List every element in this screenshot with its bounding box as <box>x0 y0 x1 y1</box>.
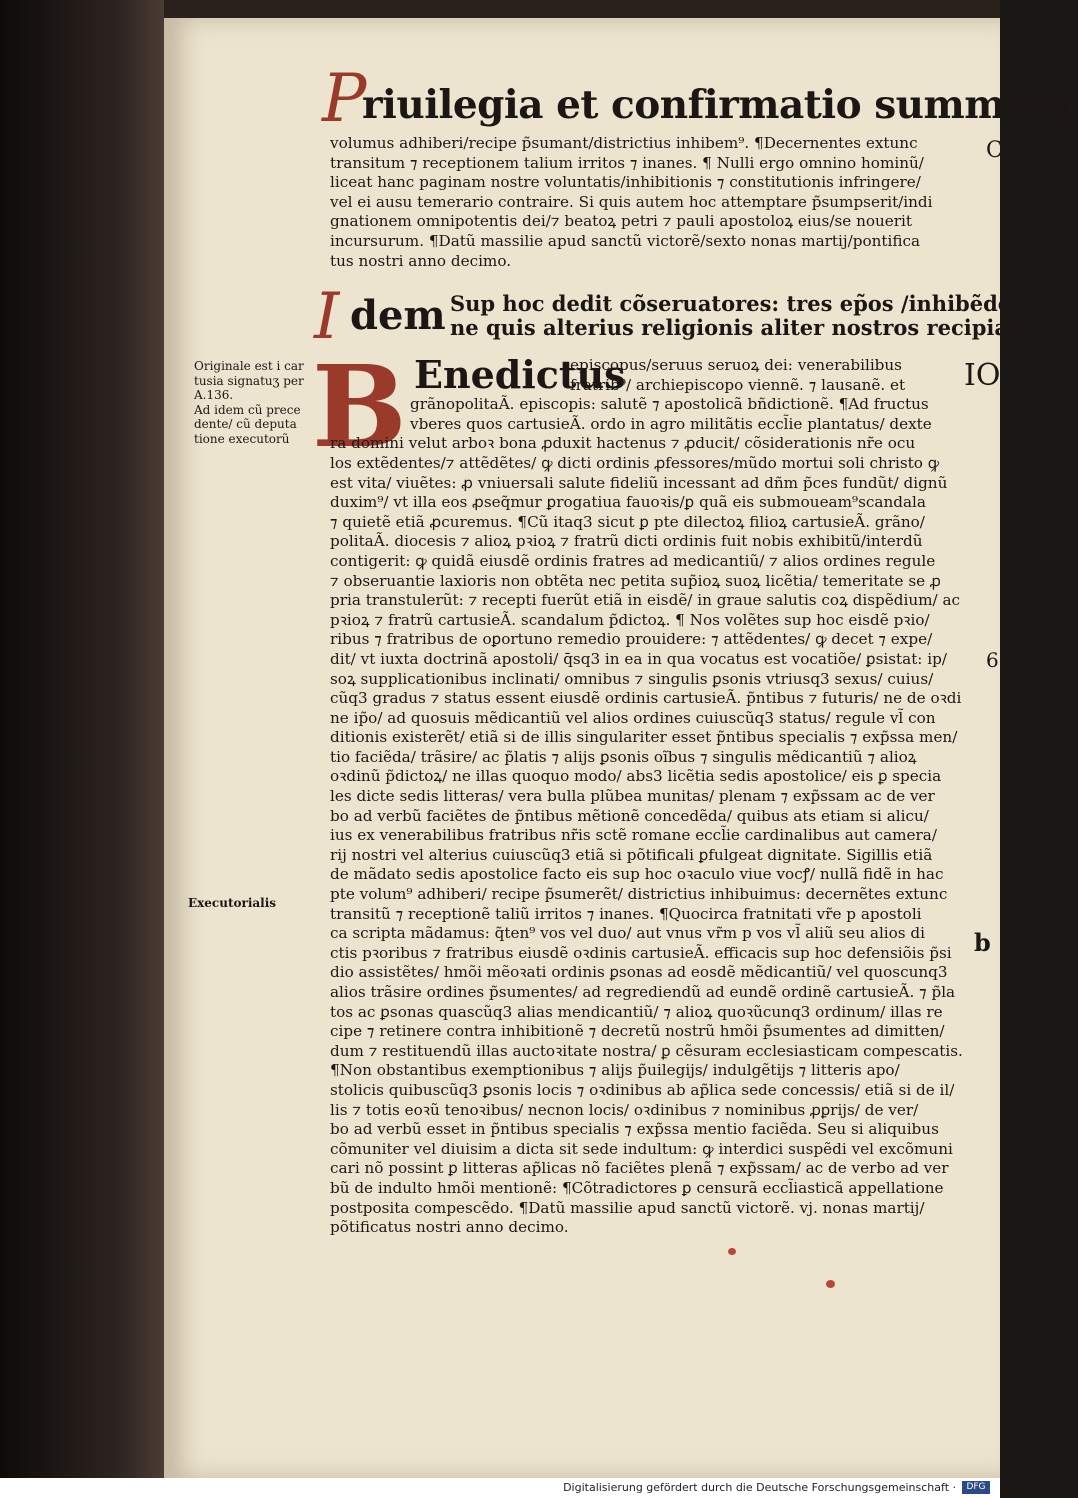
text-line: postposita compescẽdo. ¶Datũ massilie apud sanctũ victorẽ. vj. nonas martij/ <box>330 1198 925 1217</box>
page-header <box>322 60 1078 137</box>
text-line: transitũ ⁊ receptionẽ taliũ irritos ⁊ inanes. ¶Quocirca fratnitati vr̃e p apostoli <box>330 904 922 923</box>
text-line: ribus ⁊ fratribus de oꝑortuno remedio prouidere: ⁊ attẽdentes/ ꝙ decet ⁊ expe/ <box>330 630 933 649</box>
rubric-initial-p: P <box>322 60 367 137</box>
text-line: les dicte sedis litteras/ vera bulla plũbea munitas/ plenam ⁊ exp̃ssam ac de ver <box>330 787 935 806</box>
text-line: dio assistẽtes/ hmõi mẽoꝛati ordinis ꝑsonas ad eosdẽ mẽdicantiũ/ vel quoscunq3 <box>330 963 948 982</box>
text-line: lis ⁊ totis eoꝛũ tenoꝛibus/ necnon locis/ oꝛdinibus ⁊ nominibus ꝓꝑrijs/ de ver/ <box>330 1100 919 1119</box>
text-line: grãnopolitaÃ. episcopis: salutẽ ⁊ apostolicã bñdictionẽ. ¶Ad fructus <box>410 395 929 414</box>
text-line: ¶Non obstantibus exemptionibus ⁊ alijs p̃uilegijs/ indulgẽtijs ⁊ litteris apo/ <box>330 1061 900 1080</box>
page-title: riuilegia et confirmatio summorũ <box>362 82 1078 128</box>
text-line: duxim⁹/ vt illa eos ꝓseq̃mur ꝑrogatiua fauoꝛis/ꝑ quã eis submoueam⁹scandala <box>330 493 926 512</box>
text-line: rij nostri vel alterius cuiuscũq3 etiã si põtificali ꝑfulgeat dignitate. Sigillis etiã <box>330 845 933 864</box>
text-line: est vita/ viuẽtes: ꝓ vniuersali salute fideliũ incessant ad dñm p̃ces fundũt/ dignũ <box>330 473 948 492</box>
footer-credit: Digitalisierung gefördert durch die Deutsche Forschungsgemeinschaft · <box>563 1481 956 1494</box>
text-line: transitum ⁊ receptionem talium irritos ⁊ inanes. ¶ Nulli ergo omnino hominũ/ <box>330 153 924 172</box>
text-line: pria transtulerũt: ⁊ recepti fuerũt etiã in eisdẽ/ in graue salutis coꝝ dispẽdium/ ac <box>330 591 961 610</box>
text-line: tio faciẽda/ trãsire/ ac p̃latis ⁊ alijs ꝑsonis oĩbus ⁊ singulis mẽdicantiũ ⁊ alioꝝ <box>330 747 917 766</box>
edge-mark-io: IO <box>964 358 1001 393</box>
text-line: ditionis existerẽt/ etiã si de illis singulariter esset p̃ntibus specialis ⁊ exp̃ssa men/ <box>330 728 958 747</box>
book-gutter <box>0 0 164 1478</box>
idem-heading <box>314 280 1025 354</box>
margin-note-line: Ad idem cũ prece <box>194 402 301 417</box>
text-line: ius ex venerabilibus fratribus nr̃is sctẽ romane eccl̃ie cardinalibus aut camera/ <box>330 826 937 845</box>
text-line: vel ei ausu temerario contraire. Si quis autem hoc attemptare p̃sumpserit/indi <box>330 192 933 211</box>
text-line: ne ip̃o/ ad quosuis mẽdicantiũ vel alios ordines cuiuscũq3 status/ regule vl̃ con <box>330 708 936 727</box>
text-line: ca scripta mãdamus: q̃ten⁹ vos vel duo/ aut vnus vr̃m p vos vl̃ aliũ seu alios di <box>330 924 926 943</box>
margin-note-originale <box>194 359 304 446</box>
margin-note-line: dente/ cũ deputa <box>194 417 297 431</box>
text-line: bo ad verbũ esset in p̃ntibus specialis ⁊ exp̃ssa mentio faciẽda. Seu si aliquibus <box>330 1120 939 1139</box>
text-line: alios trãsire ordines p̃sumentes/ ad regrediendũ ad eundẽ ordinẽ cartusieÃ. ⁊ p̃la <box>330 983 956 1001</box>
text-line: tus nostri anno decimo. <box>330 251 512 270</box>
text-line: los extẽdentes/⁊ attẽdẽtes/ ꝙ dicti ordinis ꝓfessores/mũdo mortui soli christo ꝙ <box>330 453 940 472</box>
ink-stain <box>728 1248 736 1255</box>
text-line: bo ad verbũ faciẽtes de p̃ntibus mẽtionẽ concedẽda/ quibus ats etiam si alicu/ <box>330 806 929 825</box>
idem-summary-line-2: ne quis alterius religionis aliter nostros recipiat. <box>450 315 1025 340</box>
edge-mark-b: b <box>974 928 991 957</box>
text-line: fratrib⁹/ archiepiscopo viennẽ. ⁊ lausanẽ. et <box>570 375 906 394</box>
text-line: gnationem omnipotentis dei/⁊ beatoꝝ petri ⁊ pauli apostoloꝝ eius/se nouerit <box>330 212 912 231</box>
margin-note-line: Originale est i car <box>194 359 304 373</box>
idem-summary-line-1: Sup hoc dedit cõseruatores: tres ep̃os /inhibẽdo <box>450 291 1012 316</box>
margin-note-line: tusia signatuʒ per <box>194 373 304 388</box>
text-line: tos ac ꝑsonas quascũq3 alias mendicantiũ/ ⁊ alioꝝ quoꝛũcunq3 ordinum/ illas re <box>330 1002 943 1021</box>
text-line: politaÃ. diocesis ⁊ alioꝝ pꝛioꝝ ⁊ fratrũ dicti ordinis fuit nobis exhibitũ/interdũ <box>330 532 923 551</box>
text-line: ctis pꝛoribus ⁊ fratribus eiusdẽ oꝛdinis cartusieÃ. efficacis sup hoc defensiõis p̃si <box>330 943 952 962</box>
benedictus-word: Enedictus <box>414 352 626 397</box>
text-line: episcopus/seruus seruoꝝ dei: venerabilibus <box>570 356 902 374</box>
text-line: liceat hanc paginam nostre voluntatis/inhibitionis ⁊ constitutionis infringere/ <box>330 173 921 192</box>
text-line: soꝝ supplicationibus inclinati/ omnibus ⁊ singulis ꝑsonis vtriusq3 sexus/ cuius/ <box>330 669 934 688</box>
rubric-initial-i: I <box>314 280 340 354</box>
text-block-intro <box>330 134 933 271</box>
margin-note-line: A.136. <box>194 388 234 402</box>
text-line: oꝛdinũ p̃dictoꝝ/ ne illas quoquo modo/ abs3 licẽtia sedis apostolice/ eis ꝑ specia <box>330 767 942 786</box>
ink-stain <box>826 1280 835 1288</box>
text-line: cipe ⁊ retinere contra inhibitionẽ ⁊ decretũ nostrũ hmõi p̃sumentes ad dimitten/ <box>330 1022 945 1041</box>
text-line: volumus adhiberi/recipe p̃sumant/districtius inhibem⁹. ¶Decernentes extunc <box>330 134 918 152</box>
text-line: cõmuniter vel diuisim a dicta sit sede indultum: ꝙ interdici suspẽdi vel excõmuni <box>330 1139 953 1158</box>
text-line: de mãdato sedis apostolice facto eis sup hoc oꝛaculo viue vocꝭ/ nullã fidẽ in hac <box>330 865 944 884</box>
idem-summary <box>450 292 1025 340</box>
text-line: dit/ vt iuxta doctrinã apostoli/ q̄sq3 in ea in qua vocatus est vocatiõe/ ꝑsistat: ip/ <box>330 649 947 668</box>
text-line: ra domini velut arboꝛ bona ꝓduxit hactenus ⁊ ꝓducit/ cõsiderationis nr̃e ocu <box>330 434 916 453</box>
text-line: pꝛioꝝ ⁊ fratrũ cartusieÃ. scandalum p̃dictoꝝ. ¶ Nos volẽtes sup hoc eisdẽ pꝛio/ <box>330 610 930 629</box>
text-line: pte volum⁹ adhiberi/ recipe p̃sumerẽt/ districtius inhibuimus: decernẽtes extunc <box>330 885 948 904</box>
text-line: bũ de indulto hmõi mentionẽ: ¶Cõtradictores ꝑ censurã eccl̃iasticã appellatione <box>330 1178 944 1197</box>
text-line: incursurum. ¶Datũ massilie apud sanctũ victorẽ/sexto nonas martij/pontifica <box>330 231 921 250</box>
edge-mark-6: 6 <box>986 648 999 672</box>
text-line: ⁊ obseruantie laxioris non obtẽta nec petita sup̃ioꝝ suoꝝ licẽtia/ temeritate se ꝓ <box>330 571 941 590</box>
edge-mark-c: C <box>986 138 1003 163</box>
text-line: ⁊ quietẽ etiã ꝓcuremus. ¶Cũ itaq3 sicut ꝑ pte dilectoꝝ filioꝝ cartusieÃ. grãno/ <box>330 512 925 531</box>
margin-note-line: tione executorũ <box>194 431 290 446</box>
text-block-bull <box>330 356 963 1238</box>
text-line: põtificatus nostri anno decimo. <box>330 1218 569 1237</box>
text-line: contigerit: ꝙ quidã eiusdẽ ordinis fratres ad medicantiũ/ ⁊ alios ordines regule <box>330 551 936 570</box>
dfg-logo: DFG <box>962 1481 990 1494</box>
text-line: dum ⁊ restituendũ illas auctoꝛitate nostra/ ꝑ cẽsuram ecclesiasticam compescatis. <box>330 1041 963 1060</box>
footer-bar <box>0 1478 1000 1498</box>
text-line: cũq3 gradus ⁊ status essent eiusdẽ ordinis cartusieÃ. p̃ntibus ⁊ futuris/ ne de oꝛdi <box>330 689 962 708</box>
margin-note-executorialis: Executorialis <box>188 896 277 910</box>
text-line: cari nõ possint ꝑ litteras ap̃licas nõ faciẽtes plenã ⁊ exp̃ssam/ ac de verbo ad ver <box>330 1159 949 1178</box>
rubric-initial-b: B <box>312 342 407 473</box>
idem-word: dem <box>350 292 446 339</box>
text-line: vberes quos cartusieÃ. ordo in agro militãtis eccl̃ie plantatus/ dexte <box>410 414 932 433</box>
text-line: stolicis quibuscũq3 ꝑsonis locis ⁊ oꝛdinibus ab ap̃lica sede concessis/ etiã si de il/ <box>330 1080 955 1099</box>
